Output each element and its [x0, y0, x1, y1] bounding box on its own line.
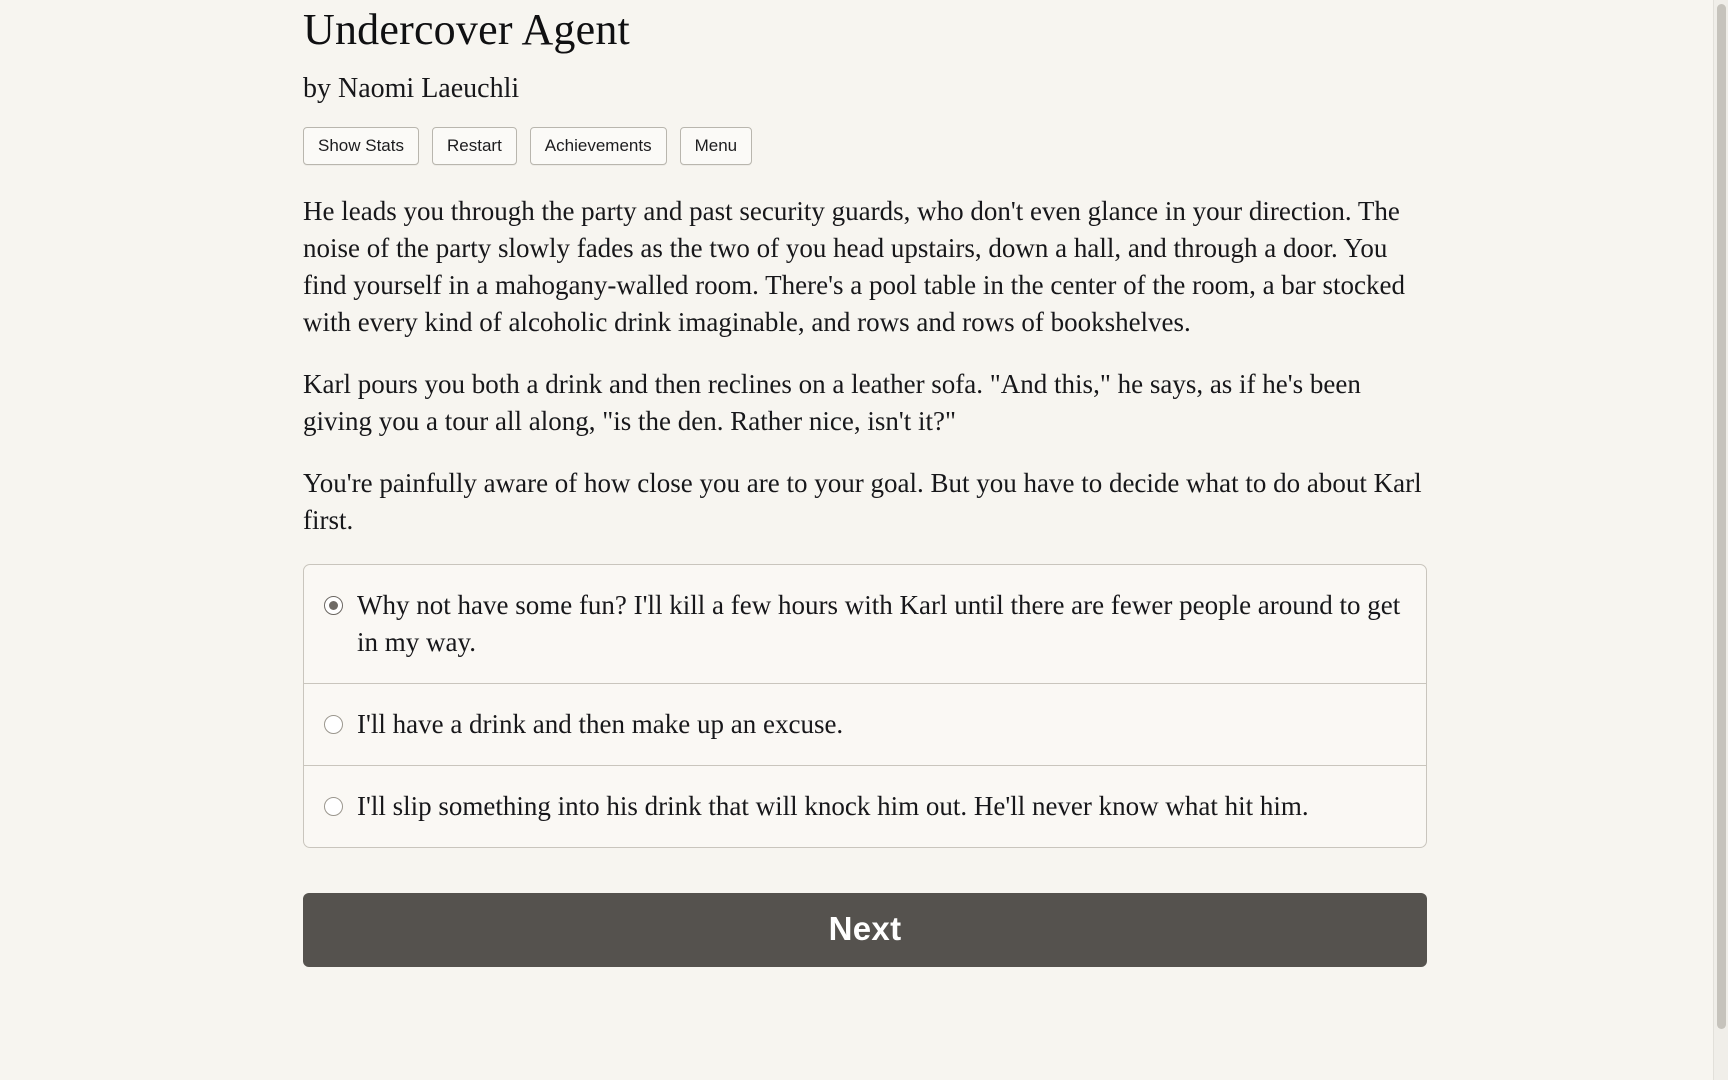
show-stats-button[interactable]: Show Stats	[303, 127, 419, 165]
choice-option-3[interactable]	[304, 766, 1426, 847]
story-container	[303, 0, 1427, 967]
menu-button[interactable]: Menu	[680, 127, 753, 165]
author-byline: by Naomi Laeuchli	[303, 73, 520, 104]
choice-list	[303, 564, 1427, 848]
radio-icon[interactable]	[324, 715, 343, 734]
next-button[interactable]: Next	[303, 893, 1427, 967]
restart-button[interactable]: Restart	[432, 127, 517, 165]
choice-label: I'll slip something into his drink that will knock him out. He'll never know what hit him.	[357, 790, 1309, 821]
achievements-button[interactable]: Achievements	[530, 127, 667, 165]
story-paragraph: He leads you through the party and past security guards, who don't even glance in your direction. The noise of the party slowly fades as the two of you head upstairs, down a hall, and through a door. You find yourself in a mahogany-walled room. There's a pool table in the center of the room, a bar stocked with every kind of alcoholic drink imaginable, and rows and rows of bookshelves.	[303, 196, 1406, 337]
scrollbar-thumb[interactable]	[1717, 4, 1726, 1029]
choice-label: I'll have a drink and then make up an excuse.	[357, 708, 844, 739]
choice-option-2[interactable]	[304, 684, 1426, 766]
page-title: Undercover Agent	[303, 5, 630, 54]
choice-option-1[interactable]	[304, 565, 1426, 684]
story-paragraph: You're painfully aware of how close you are to your goal. But you have to decide what to do about Karl first.	[303, 467, 1422, 535]
page-scrollbar[interactable]	[1713, 0, 1728, 1080]
game-toolbar	[303, 127, 1427, 165]
choice-label: Why not have some fun? I'll kill a few hours with Karl until there are fewer people around to get in my way.	[357, 589, 1401, 657]
story-paragraph: Karl pours you both a drink and then reclines on a leather sofa. "And this," he says, as if he's been giving you a tour all along, "is the den. Rather nice, isn't it?"	[303, 368, 1361, 436]
story-text	[303, 193, 1427, 539]
radio-icon[interactable]	[324, 596, 343, 615]
radio-icon[interactable]	[324, 797, 343, 816]
